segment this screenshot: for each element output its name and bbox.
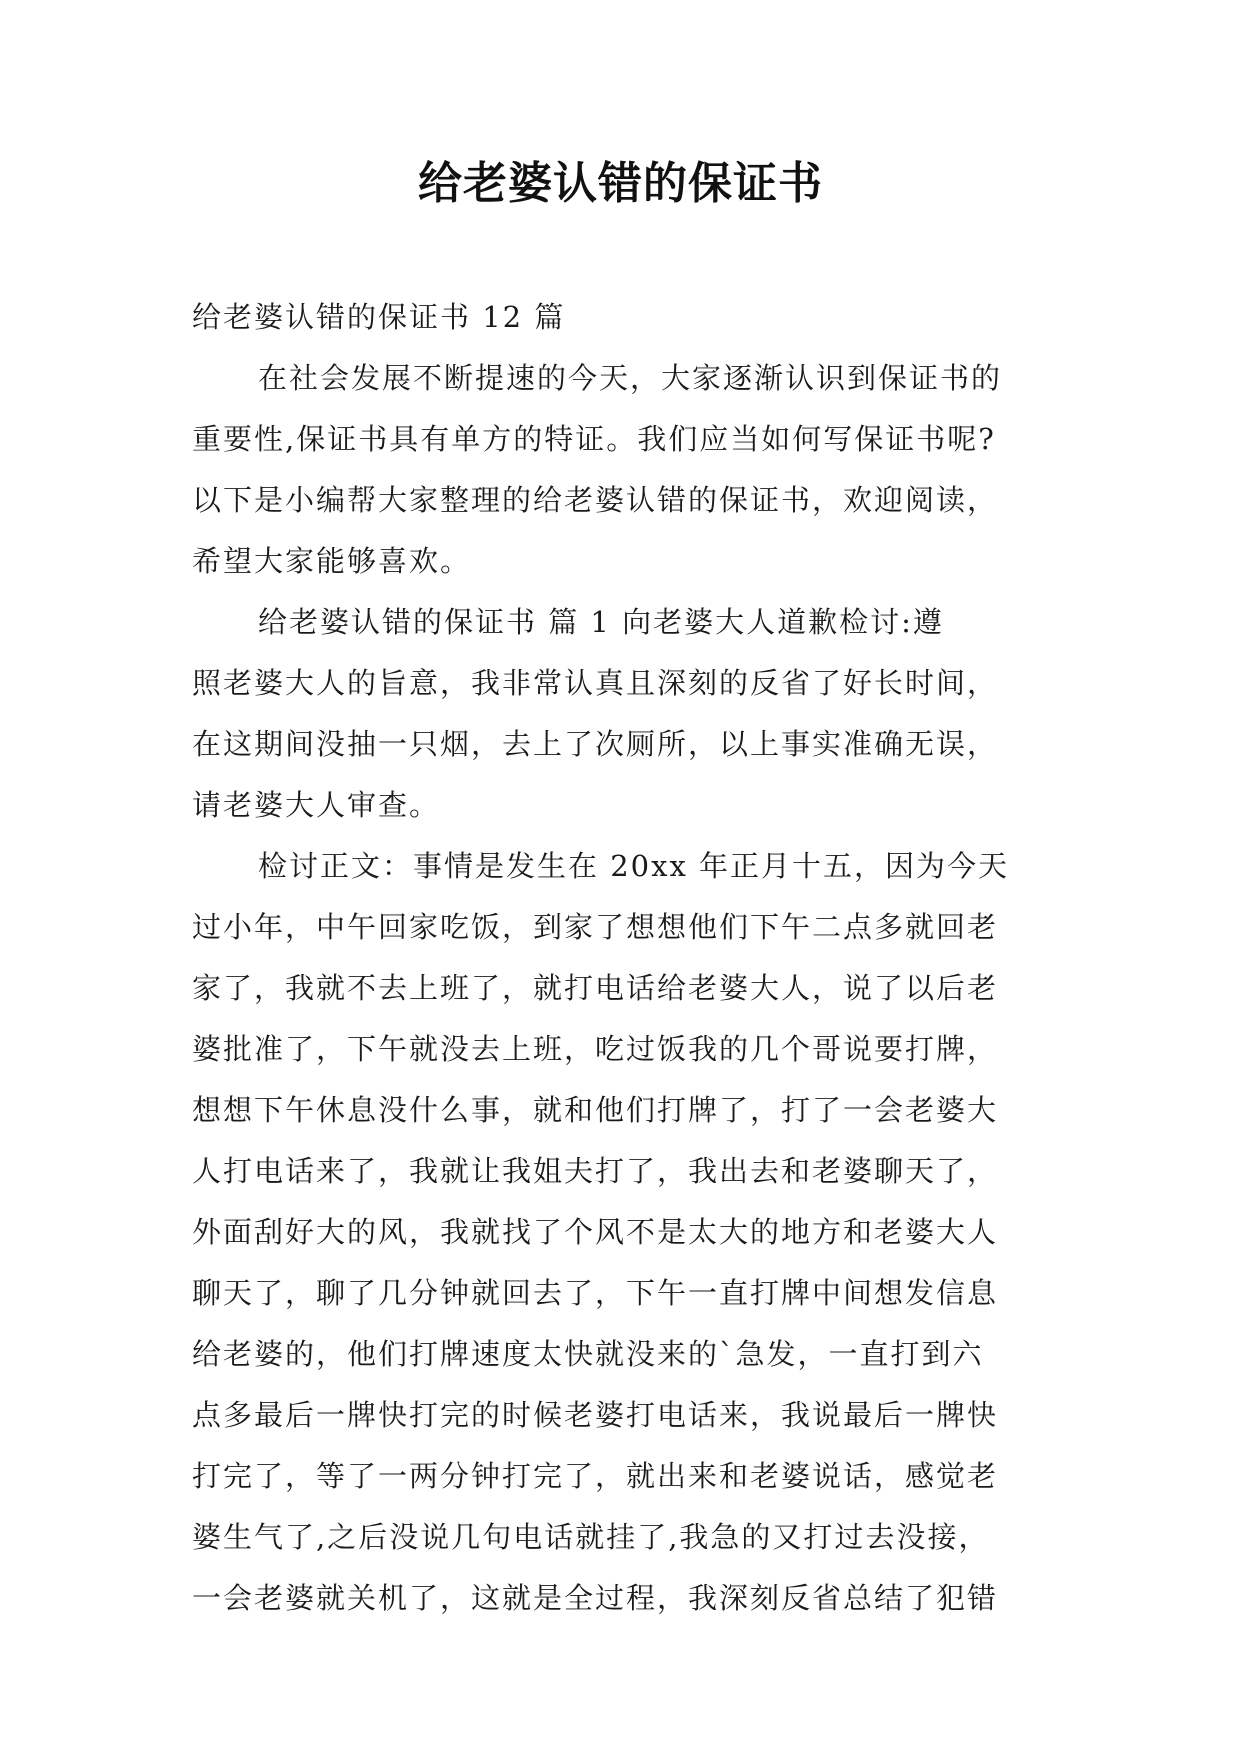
- body-line: 聊天了，聊了几分钟就回去了，下午一直打牌中间想发信息: [192, 1276, 999, 1310]
- document-body: [192, 287, 1072, 1629]
- body-line: 请老婆大人审查。: [192, 788, 441, 822]
- body-line: 外面刮好大的风，我就找了个风不是太大的地方和老婆大人: [192, 1215, 999, 1249]
- body-line: 重要性,保证书具有单方的特证。我们应当如何写保证书呢?: [192, 422, 996, 456]
- body-line: 过小年，中午回家吃饭，到家了想想他们下午二点多就回老: [192, 910, 999, 944]
- body-line: 检讨正文：事情是发生在 20xx 年正月十五，因为今天: [258, 849, 1010, 883]
- body-line: 人打电话来了，我就让我姐夫打了，我出去和老婆聊天了，: [192, 1154, 999, 1188]
- body-line: 给老婆认错的保证书 12 篇: [192, 300, 566, 334]
- body-line: 打完了，等了一两分钟打完了，就出来和老婆说话，感觉老: [192, 1459, 999, 1493]
- body-line: 以下是小编帮大家整理的给老婆认错的保证书，欢迎阅读，: [192, 483, 999, 517]
- body-line: 希望大家能够喜欢。: [192, 544, 472, 578]
- body-line: 一会老婆就关机了，这就是全过程，我深刻反省总结了犯错: [192, 1581, 999, 1615]
- body-line: 点多最后一牌快打完的时候老婆打电话来，我说最后一牌快: [192, 1398, 999, 1432]
- document-title: 给老婆认错的保证书: [418, 158, 823, 209]
- body-line: 给老婆认错的保证书 篇 1 向老婆大人道歉检讨:遵: [258, 605, 944, 639]
- body-line: 照老婆大人的旨意，我非常认真且深刻的反省了好长时间，: [192, 666, 999, 700]
- body-line: 婆批准了，下午就没去上班，吃过饭我的几个哥说要打牌，: [192, 1032, 999, 1066]
- body-line: 家了，我就不去上班了，就打电话给老婆大人，说了以后老: [192, 971, 999, 1005]
- body-line: 给老婆的，他们打牌速度太快就没来的`急发，一直打到六: [192, 1337, 984, 1371]
- body-line: 在社会发展不断提速的今天，大家逐渐认识到保证书的: [258, 361, 1003, 395]
- body-line: 婆生气了,之后没说几句电话就挂了,我急的又打过去没接，: [192, 1520, 990, 1554]
- body-line: 想想下午休息没什么事，就和他们打牌了，打了一会老婆大: [192, 1093, 999, 1127]
- body-line: 在这期间没抽一只烟，去上了次厕所，以上事实准确无误，: [192, 727, 999, 761]
